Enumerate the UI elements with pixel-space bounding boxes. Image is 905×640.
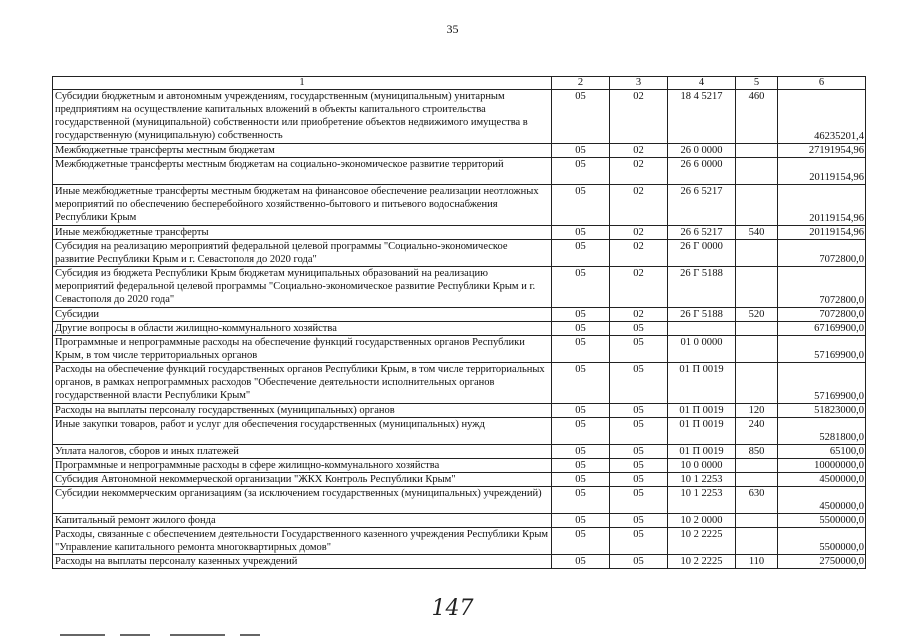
amount-cell: 27191954,96	[778, 144, 866, 158]
amount-cell: 4500000,0	[778, 487, 866, 514]
row-name-cell: Иные закупки товаров, работ и услуг для обеспечения государственных (муниципальных) нужд	[53, 418, 552, 445]
table-row	[53, 528, 866, 555]
expense-type-cell	[736, 514, 778, 528]
row-name-cell: Расходы на выплаты персоналу казенных учреждений	[53, 555, 552, 569]
amount-cell: 7072800,0	[778, 308, 866, 322]
section-cell: 05	[552, 487, 610, 514]
row-name-cell: Программные и непрограммные расходы на обеспечение функций государственных органов Республики Крым, в том числе территориальных органов	[53, 336, 552, 363]
target-article-cell: 01 П 0019	[668, 363, 736, 404]
expense-type-cell	[736, 363, 778, 404]
target-article-cell: 01 0 0000	[668, 336, 736, 363]
target-article-cell: 10 2 2225	[668, 555, 736, 569]
amount-cell: 51823000,0	[778, 404, 866, 418]
table-row	[53, 185, 866, 226]
table-row	[53, 240, 866, 267]
expense-type-cell: 850	[736, 445, 778, 459]
target-article-cell: 26 6 0000	[668, 158, 736, 185]
scan-artifact	[170, 634, 225, 636]
subsection-cell: 02	[610, 90, 668, 144]
table-row	[53, 226, 866, 240]
table-row	[53, 322, 866, 336]
table-row	[53, 158, 866, 185]
row-name-cell: Иные межбюджетные трансферты местным бюджетам на финансовое обеспечение реализации неотложных мероприятий по обеспечению бесперебойного хозяйственно-бытового и питьевого водоснабжения Республики Крым	[53, 185, 552, 226]
expense-type-cell: 630	[736, 487, 778, 514]
scan-artifact	[120, 634, 150, 636]
table-row	[53, 308, 866, 322]
amount-cell: 7072800,0	[778, 240, 866, 267]
row-name-cell: Иные межбюджетные трансферты	[53, 226, 552, 240]
subsection-cell: 05	[610, 418, 668, 445]
header-cell: 5	[736, 77, 778, 90]
row-name-cell: Расходы на обеспечение функций государственных органов Республики Крым, в том числе территориальных органов, в рамках непрограммных расходов "Обеспечение деятельности исполнительных органов государственной власти Республики Крым"	[53, 363, 552, 404]
header-cell: 3	[610, 77, 668, 90]
row-name-cell: Субсидии бюджетным и автономным учреждениям, государственным (муниципальным) унитарным предприятиям на осуществление капитальных вложений в объекты капитального строительства государственной (муниципальной) собственности или приобретение объектов недвижимого имущества в государственную (муниципальную) собственность	[53, 90, 552, 144]
section-cell: 05	[552, 90, 610, 144]
amount-cell: 10000000,0	[778, 459, 866, 473]
table-row	[53, 90, 866, 144]
section-cell: 05	[552, 528, 610, 555]
subsection-cell: 02	[610, 158, 668, 185]
subsection-cell: 02	[610, 308, 668, 322]
header-cell: 2	[552, 77, 610, 90]
section-cell: 05	[552, 473, 610, 487]
row-name-cell: Капитальный ремонт жилого фонда	[53, 514, 552, 528]
table-row	[53, 418, 866, 445]
target-article-cell: 10 0 0000	[668, 459, 736, 473]
target-article-cell: 10 2 0000	[668, 514, 736, 528]
target-article-cell: 10 2 2225	[668, 528, 736, 555]
table-row	[53, 487, 866, 514]
table-row	[53, 445, 866, 459]
section-cell: 05	[552, 555, 610, 569]
subsection-cell: 05	[610, 363, 668, 404]
subsection-cell: 05	[610, 473, 668, 487]
amount-cell: 4500000,0	[778, 473, 866, 487]
section-cell: 05	[552, 404, 610, 418]
table-row	[53, 363, 866, 404]
target-article-cell: 10 1 2253	[668, 473, 736, 487]
subsection-cell: 05	[610, 555, 668, 569]
amount-cell: 5500000,0	[778, 528, 866, 555]
amount-cell: 20119154,96	[778, 185, 866, 226]
section-cell: 05	[552, 363, 610, 404]
subsection-cell: 02	[610, 144, 668, 158]
row-name-cell: Расходы на выплаты персоналу государственных (муниципальных) органов	[53, 404, 552, 418]
amount-cell: 2750000,0	[778, 555, 866, 569]
target-article-cell: 26 6 5217	[668, 185, 736, 226]
section-cell: 05	[552, 226, 610, 240]
expense-type-cell	[736, 336, 778, 363]
section-cell: 05	[552, 514, 610, 528]
target-article-cell: 26 Г 0000	[668, 240, 736, 267]
target-article-cell: 26 6 5217	[668, 226, 736, 240]
row-name-cell: Межбюджетные трансферты местным бюджетам	[53, 144, 552, 158]
row-name-cell: Субсидии некоммерческим организациям (за исключением государственных (муниципальных) учреждений)	[53, 487, 552, 514]
target-article-cell: 18 4 5217	[668, 90, 736, 144]
expense-type-cell: 240	[736, 418, 778, 445]
header-cell: 1	[53, 77, 552, 90]
subsection-cell: 05	[610, 322, 668, 336]
table-row	[53, 514, 866, 528]
target-article-cell: 26 Г 5188	[668, 267, 736, 308]
section-cell: 05	[552, 185, 610, 226]
expense-type-cell: 460	[736, 90, 778, 144]
row-name-cell: Программные и непрограммные расходы в сфере жилищно-коммунального хозяйства	[53, 459, 552, 473]
subsection-cell: 05	[610, 336, 668, 363]
scan-artifact	[60, 634, 105, 636]
expense-type-cell	[736, 185, 778, 226]
row-name-cell: Другие вопросы в области жилищно-коммунального хозяйства	[53, 322, 552, 336]
section-cell: 05	[552, 418, 610, 445]
amount-cell: 20119154,96	[778, 226, 866, 240]
target-article-cell: 26 0 0000	[668, 144, 736, 158]
handwritten-page-number: 147	[431, 596, 474, 621]
subsection-cell: 05	[610, 459, 668, 473]
row-name-cell: Уплата налогов, сборов и иных платежей	[53, 445, 552, 459]
subsection-cell: 05	[610, 445, 668, 459]
target-article-cell: 01 П 0019	[668, 445, 736, 459]
expense-type-cell: 120	[736, 404, 778, 418]
expense-type-cell	[736, 240, 778, 267]
amount-cell: 46235201,4	[778, 90, 866, 144]
subsection-cell: 05	[610, 528, 668, 555]
target-article-cell: 01 П 0019	[668, 418, 736, 445]
section-cell: 05	[552, 158, 610, 185]
subsection-cell: 02	[610, 226, 668, 240]
section-cell: 05	[552, 322, 610, 336]
target-article-cell	[668, 322, 736, 336]
subsection-cell: 05	[610, 404, 668, 418]
amount-cell: 67169900,0	[778, 322, 866, 336]
table-row	[53, 459, 866, 473]
section-cell: 05	[552, 144, 610, 158]
table-row	[53, 336, 866, 363]
row-name-cell: Субсидии	[53, 308, 552, 322]
header-cell: 6	[778, 77, 866, 90]
amount-cell: 57169900,0	[778, 336, 866, 363]
row-name-cell: Межбюджетные трансферты местным бюджетам на социально-экономическое развитие территорий	[53, 158, 552, 185]
amount-cell: 20119154,96	[778, 158, 866, 185]
row-name-cell: Субсидия Автономной некоммерческой организации "ЖКХ Контроль Республики Крым"	[53, 473, 552, 487]
section-cell: 05	[552, 267, 610, 308]
section-cell: 05	[552, 445, 610, 459]
row-name-cell: Субсидия на реализацию мероприятий федеральной целевой программы "Социально-экономическое развитие Республики Крым и г. Севастополя до 2020 года"	[53, 240, 552, 267]
expense-type-cell	[736, 528, 778, 555]
amount-cell: 5281800,0	[778, 418, 866, 445]
subsection-cell: 05	[610, 514, 668, 528]
section-cell: 05	[552, 336, 610, 363]
subsection-cell: 02	[610, 267, 668, 308]
amount-cell: 7072800,0	[778, 267, 866, 308]
scan-artifact	[240, 634, 260, 636]
amount-cell: 5500000,0	[778, 514, 866, 528]
expense-type-cell: 540	[736, 226, 778, 240]
row-name-cell: Расходы, связанные с обеспечением деятельности Государственного казенного учреждения Республики Крым "Управление капитального ремонта многоквартирных домов"	[53, 528, 552, 555]
expense-type-cell	[736, 473, 778, 487]
table-row	[53, 555, 866, 569]
expense-type-cell: 110	[736, 555, 778, 569]
header-cell: 4	[668, 77, 736, 90]
amount-cell: 65100,0	[778, 445, 866, 459]
target-article-cell: 01 П 0019	[668, 404, 736, 418]
section-cell: 05	[552, 308, 610, 322]
target-article-cell: 26 Г 5188	[668, 308, 736, 322]
amount-cell: 57169900,0	[778, 363, 866, 404]
section-cell: 05	[552, 240, 610, 267]
table-row	[53, 267, 866, 308]
subsection-cell: 02	[610, 185, 668, 226]
expense-type-cell	[736, 158, 778, 185]
table-row	[53, 144, 866, 158]
budget-table	[52, 76, 866, 569]
expense-type-cell	[736, 267, 778, 308]
expense-type-cell	[736, 144, 778, 158]
row-name-cell: Субсидия из бюджета Республики Крым бюджетам муниципальных образований на реализацию мероприятий федеральной целевой программы "Социально-экономическое развитие Республики Крым и г. Севастополя до 2020 года"	[53, 267, 552, 308]
expense-type-cell	[736, 459, 778, 473]
table-header-row	[53, 77, 866, 90]
table-row	[53, 473, 866, 487]
table-row	[53, 404, 866, 418]
subsection-cell: 05	[610, 487, 668, 514]
subsection-cell: 02	[610, 240, 668, 267]
section-cell: 05	[552, 459, 610, 473]
expense-type-cell: 520	[736, 308, 778, 322]
expense-type-cell	[736, 322, 778, 336]
page-number: 35	[446, 22, 459, 36]
target-article-cell: 10 1 2253	[668, 487, 736, 514]
